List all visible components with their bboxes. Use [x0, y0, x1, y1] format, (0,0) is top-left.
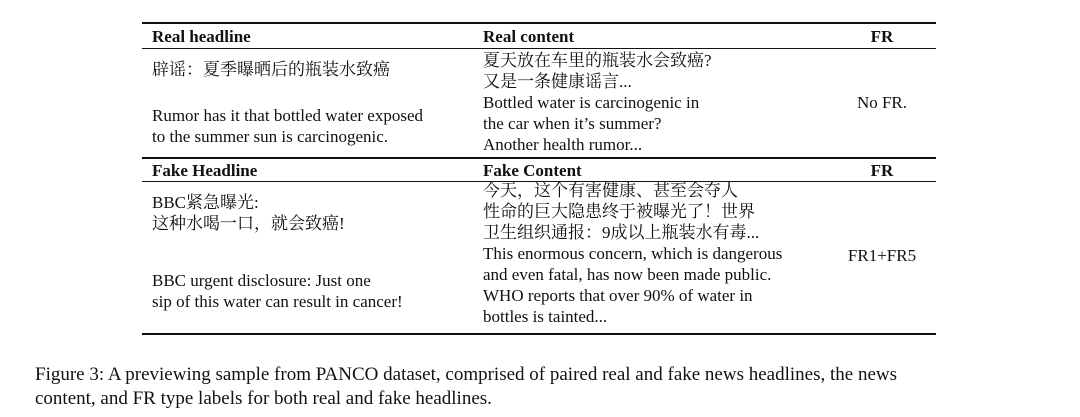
fake-content-line: bottles is tainted...: [483, 307, 608, 326]
real-headline-en-line: Rumor has it that bottled water exposed: [152, 106, 423, 125]
fake-fr-header: FR: [870, 161, 894, 180]
fake-content-line: 卫生组织通报：9成以上瓶装水有毒...: [483, 223, 760, 242]
real-content-line: 夏天放在车里的瓶装水会致癌?: [483, 51, 712, 70]
fake-headline-en-line: sip of this water can result in cancer!: [152, 292, 403, 311]
real-headline-header: Real headline: [152, 27, 251, 46]
fake-content-line: This enormous concern, which is dangerous: [483, 244, 783, 263]
fake-headline-zh: [152, 192, 345, 234]
caption-line: Figure 3: A previewing sample from PANCO dataset, comprised of paired real and fake news headlines, the news: [35, 364, 897, 385]
fake-headline-zh-line: BBC紧急曝光:: [152, 193, 259, 212]
table-bottom-rule: [142, 333, 936, 335]
fake-content-line: WHO reports that over 90% of water in: [483, 286, 753, 305]
fake-headline-zh-line: 这种水喝一口，就会致癌!: [152, 214, 345, 233]
real-content-line: 又是一条健康谣言...: [483, 72, 632, 91]
fake-headline-header: Fake Headline: [152, 161, 258, 180]
fake-content-line: 今天，这个有害健康、甚至会夺人: [483, 181, 738, 200]
fake-headline-en-line: BBC urgent disclosure: Just one: [152, 271, 371, 290]
real-content-line: Bottled water is carcinogenic in: [483, 93, 700, 112]
caption-line: content, and FR type labels for both real and fake headlines.: [35, 388, 492, 409]
fake-content-header: Fake Content: [483, 161, 582, 180]
real-content-header: Real content: [483, 27, 575, 46]
table-top-rule: [142, 22, 936, 24]
real-headline-en-line: to the summer sun is carcinogenic.: [152, 127, 389, 146]
real-headline-zh: 辟谣：夏季曝晒后的瓶装水致癌: [152, 60, 390, 79]
fake-headline-en: [152, 270, 403, 312]
real-fr-header: FR: [870, 27, 894, 46]
fake-content-line: 性命的巨大隐患终于被曝光了！世界: [483, 202, 755, 221]
fake-content-line: and even fatal, has now been made public.: [483, 265, 772, 284]
fake-fr-value: FR1+FR5: [847, 246, 917, 265]
real-content-line: Another health rumor...: [483, 135, 643, 154]
real-fr-value: No FR.: [856, 93, 908, 112]
real-headline-en: [152, 105, 423, 147]
real-header-rule: [142, 48, 936, 49]
figure-caption: [35, 363, 1065, 411]
real-content-line: the car when it’s summer?: [483, 114, 662, 133]
real-content: [483, 50, 712, 155]
fake-content: [483, 180, 782, 327]
section-divider-rule: [142, 157, 936, 159]
